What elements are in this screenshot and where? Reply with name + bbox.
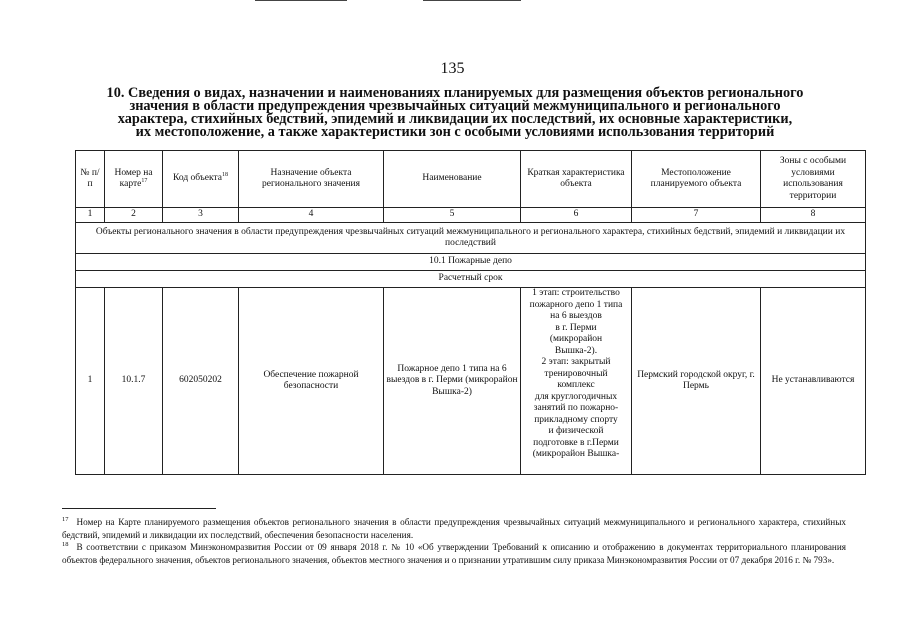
column-number: 8: [761, 208, 866, 223]
header-zones: Зоны с особыми условиями использования территории: [761, 151, 866, 208]
characteristics-line: комплекс: [557, 380, 595, 390]
characteristics-line: (микрорайон: [549, 334, 603, 344]
column-number: 6: [521, 208, 632, 223]
header-map-no: [105, 151, 163, 208]
footnote-ref-18: 18: [222, 172, 228, 179]
table-header-row: [76, 151, 866, 208]
cell-map-no: 10.1.7: [105, 288, 163, 475]
footnote-text: Номер на Карте планируемого размещения объектов регионального значения в области предупреждения чрезвычайных ситуаций межмуниципального и регионального характера, стихийных бедствий, эпидемий и ликвидации их последствий, обеспечения безопасности населения.: [62, 517, 846, 540]
characteristics-line: прикладному спорту: [534, 414, 618, 425]
top-edge-line-right: [423, 0, 521, 1]
cell-location: Пермский городской округ, г. Пермь: [632, 288, 761, 475]
header-code: [163, 151, 239, 208]
header-code-label: Код объекта: [173, 173, 222, 184]
characteristics-line: на 6 выездов: [550, 311, 602, 321]
footnote-mark: 18: [62, 540, 69, 548]
column-number: 5: [384, 208, 521, 223]
subsection-row: [76, 254, 866, 271]
title-line: их местоположение, а также характеристики зон с особыми условиями использования территорий: [135, 124, 775, 140]
footnote-separator: [62, 508, 216, 509]
characteristics-line: для круглогодичных: [534, 391, 618, 402]
characteristics-line: 2 этап: закрытый: [541, 357, 611, 367]
section-heading-row: [76, 223, 866, 254]
characteristics-line: 1 этап: строительство: [532, 288, 620, 298]
top-edge-line-left: [255, 0, 347, 1]
characteristics-line: и физической: [548, 426, 604, 436]
cell-characteristics: [521, 288, 632, 475]
column-number: 7: [632, 208, 761, 223]
document-title: [70, 87, 840, 139]
column-number: 2: [105, 208, 163, 223]
title-line: значения в области предупреждения чрезвычайных ситуаций межмуниципального и регионального: [129, 98, 781, 114]
header-map-no-label: Номер на карте: [114, 167, 153, 189]
table-row: [76, 288, 866, 475]
column-number-row: [76, 208, 866, 223]
footnote-text: В соответствии с приказом Минэкономразвития России от 09 января 2018 г. № 10 «Об утверждении Требований к описанию и отображению в документах территориального планирования объектов федерального значения, объектов регионального значения, объектов местного значения и о признании утратившим силу приказа Минэкономразвития России от 07 декабря 2016 г. № 793».: [62, 542, 846, 565]
header-purpose: Назначение объекта регионального значения: [239, 151, 384, 208]
column-number: 4: [239, 208, 384, 223]
characteristics-line: подготовке в г.Перми: [533, 437, 619, 448]
period-row: [76, 271, 866, 288]
footnote-ref-17: 17: [141, 177, 148, 184]
characteristics-line: Вышка-2).: [554, 345, 598, 356]
characteristics-line: тренировочный: [544, 368, 608, 379]
cell-no: 1: [76, 288, 105, 475]
characteristics-line: (микрорайон Вышка-: [532, 449, 620, 459]
header-no: № п/п: [76, 151, 105, 208]
page-number: 135: [440, 60, 465, 77]
column-number: 3: [163, 208, 239, 223]
cell-code: 602050202: [163, 288, 239, 475]
characteristics-line: в г. Перми: [555, 322, 597, 333]
section-heading: Объекты регионального значения в области предупреждения чрезвычайных ситуаций межмуниципального и регионального характера, стихийных бедствий, эпидемий и ликвидации их последствий: [76, 223, 866, 254]
subsection-heading: 10.1 Пожарные депо: [76, 254, 866, 271]
cell-zones: Не устанавливаются: [761, 288, 866, 475]
title-line: характера, стихийных бедствий, эпидемий и ликвидации их последствий, их основные характеристики,: [117, 111, 793, 127]
cell-purpose: Обеспечение пожарной безопасности: [239, 288, 384, 475]
characteristics-line: занятий по пожарно-: [533, 403, 619, 413]
footnote-18: [62, 541, 846, 566]
footnote-17: [62, 516, 846, 541]
header-characteristics: Краткая характеристика объекта: [521, 151, 632, 208]
objects-table: [75, 150, 866, 475]
header-name: Наименование: [384, 151, 521, 208]
title-line: 10. Сведения о видах, назначении и наименованиях планируемых для размещения объектов регионального: [106, 85, 804, 101]
header-location: Местоположение планируемого объекта: [632, 151, 761, 208]
cell-name: Пожарное депо 1 типа на 6 выездов в г. Перми (микрорайон Вышка-2): [384, 288, 521, 475]
footnote-mark: 17: [62, 515, 69, 523]
period-heading: Расчетный срок: [76, 271, 866, 288]
column-number: 1: [76, 208, 105, 223]
characteristics-line: пожарного депо 1 типа: [529, 299, 623, 310]
